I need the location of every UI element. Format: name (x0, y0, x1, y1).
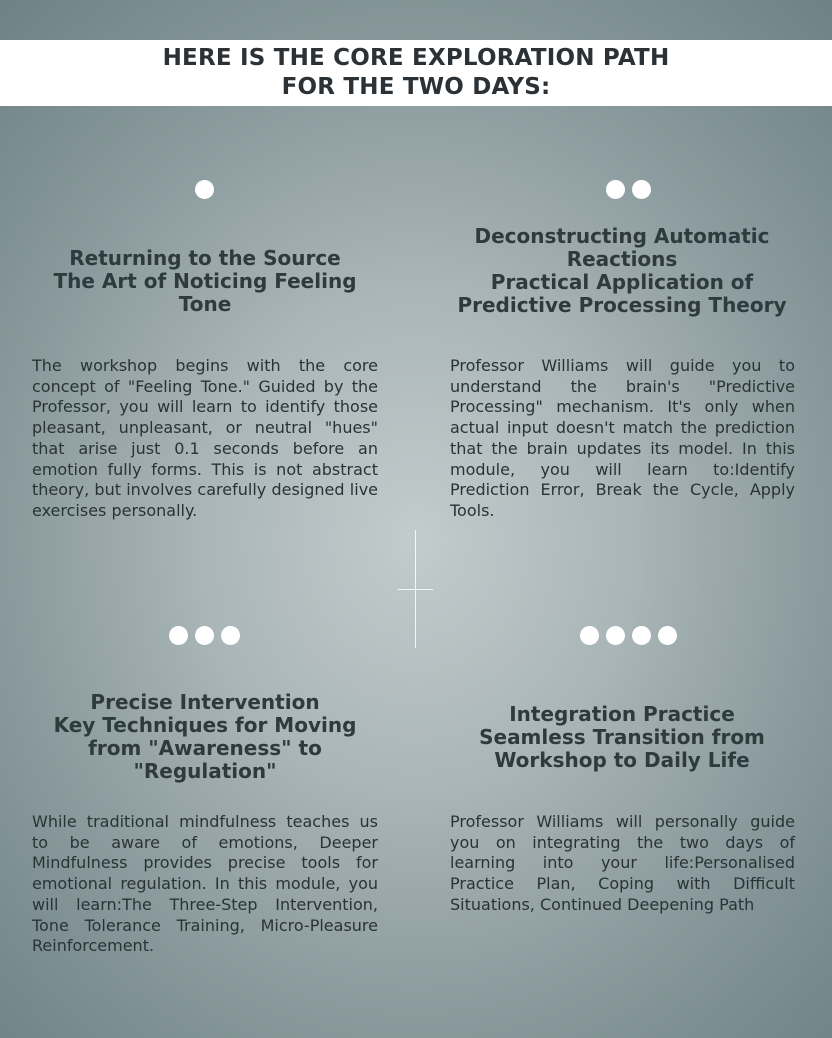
step-dot (195, 626, 214, 645)
module-4-description: Professor Williams will personally guide you on integrating the two days of learning into your life:Personalised Practice Plan, Coping with Difficult Situations, Continued Deepening Path (450, 812, 795, 914)
module-1-title-line: The Art of Noticing Feeling (53, 269, 357, 293)
step-dot (606, 626, 625, 645)
module-2-title-line: Deconstructing Automatic (474, 224, 770, 248)
module-3-title-line: Key Techniques for Moving (53, 713, 357, 737)
module-4-title-line: Integration Practice (509, 702, 735, 726)
step-dot (221, 626, 240, 645)
module-1-title-line: Returning to the Source (69, 246, 341, 270)
module-3-title-line: "Regulation" (133, 759, 277, 783)
step-dot (606, 180, 625, 199)
module-4-step-dots (580, 626, 677, 645)
module-1-description: The workshop begins with the core concept of "Feeling Tone." Guided by the Professor, you will learn to identify those pleasant, unpleasant, or neutral "hues" that arise just 0.1 seconds before an emotion fully forms. This is not abstract theory, but involves carefully designed live exercises personally. (32, 356, 378, 520)
module-1-step-dots (195, 180, 214, 199)
module-2-title-line: Predictive Processing Theory (457, 293, 787, 317)
module-3-title-line: from "Awareness" to (88, 736, 322, 760)
page-title-line-2: FOR THE TWO DAYS: (281, 74, 551, 100)
module-1-title-line: Tone (178, 292, 232, 316)
module-4-title (449, 703, 795, 772)
step-dot (580, 626, 599, 645)
step-dot (169, 626, 188, 645)
header-banner (0, 40, 832, 106)
module-3-title (32, 691, 378, 783)
module-2-description: Professor Williams will guide you to understand the brain's "Predictive Processing" mechanism. It's only when actual input doesn't match the prediction that the brain updates its model. In this module, you will learn to:Identify Prediction Error, Break the Cycle, Apply Tools. (450, 356, 795, 520)
module-3-step-dots (169, 626, 240, 645)
step-dot (632, 180, 651, 199)
module-2-step-dots (606, 180, 651, 199)
page-title (163, 44, 670, 102)
module-4-title-line: Seamless Transition from (479, 725, 765, 749)
module-2-title (449, 225, 795, 317)
module-2-title-line: Practical Application of (490, 270, 754, 294)
step-dot (632, 626, 651, 645)
divider-horizontal (398, 589, 433, 590)
module-3-title-line: Precise Intervention (90, 690, 320, 714)
module-3-description: While traditional mindfulness teaches us to be aware of emotions, Deeper Mindfulness provides precise tools for emotional regulation. In this module, you will learn:The Three-Step Intervention, Tone Tolerance Training, Micro-Pleasure Reinforcement. (32, 812, 378, 956)
module-2-title-line: Reactions (566, 247, 678, 271)
step-dot (658, 626, 677, 645)
page-title-line-1: HERE IS THE CORE EXPLORATION PATH (162, 45, 670, 71)
module-4-title-line: Workshop to Daily Life (494, 748, 750, 772)
step-dot (195, 180, 214, 199)
module-1-title (32, 247, 378, 316)
